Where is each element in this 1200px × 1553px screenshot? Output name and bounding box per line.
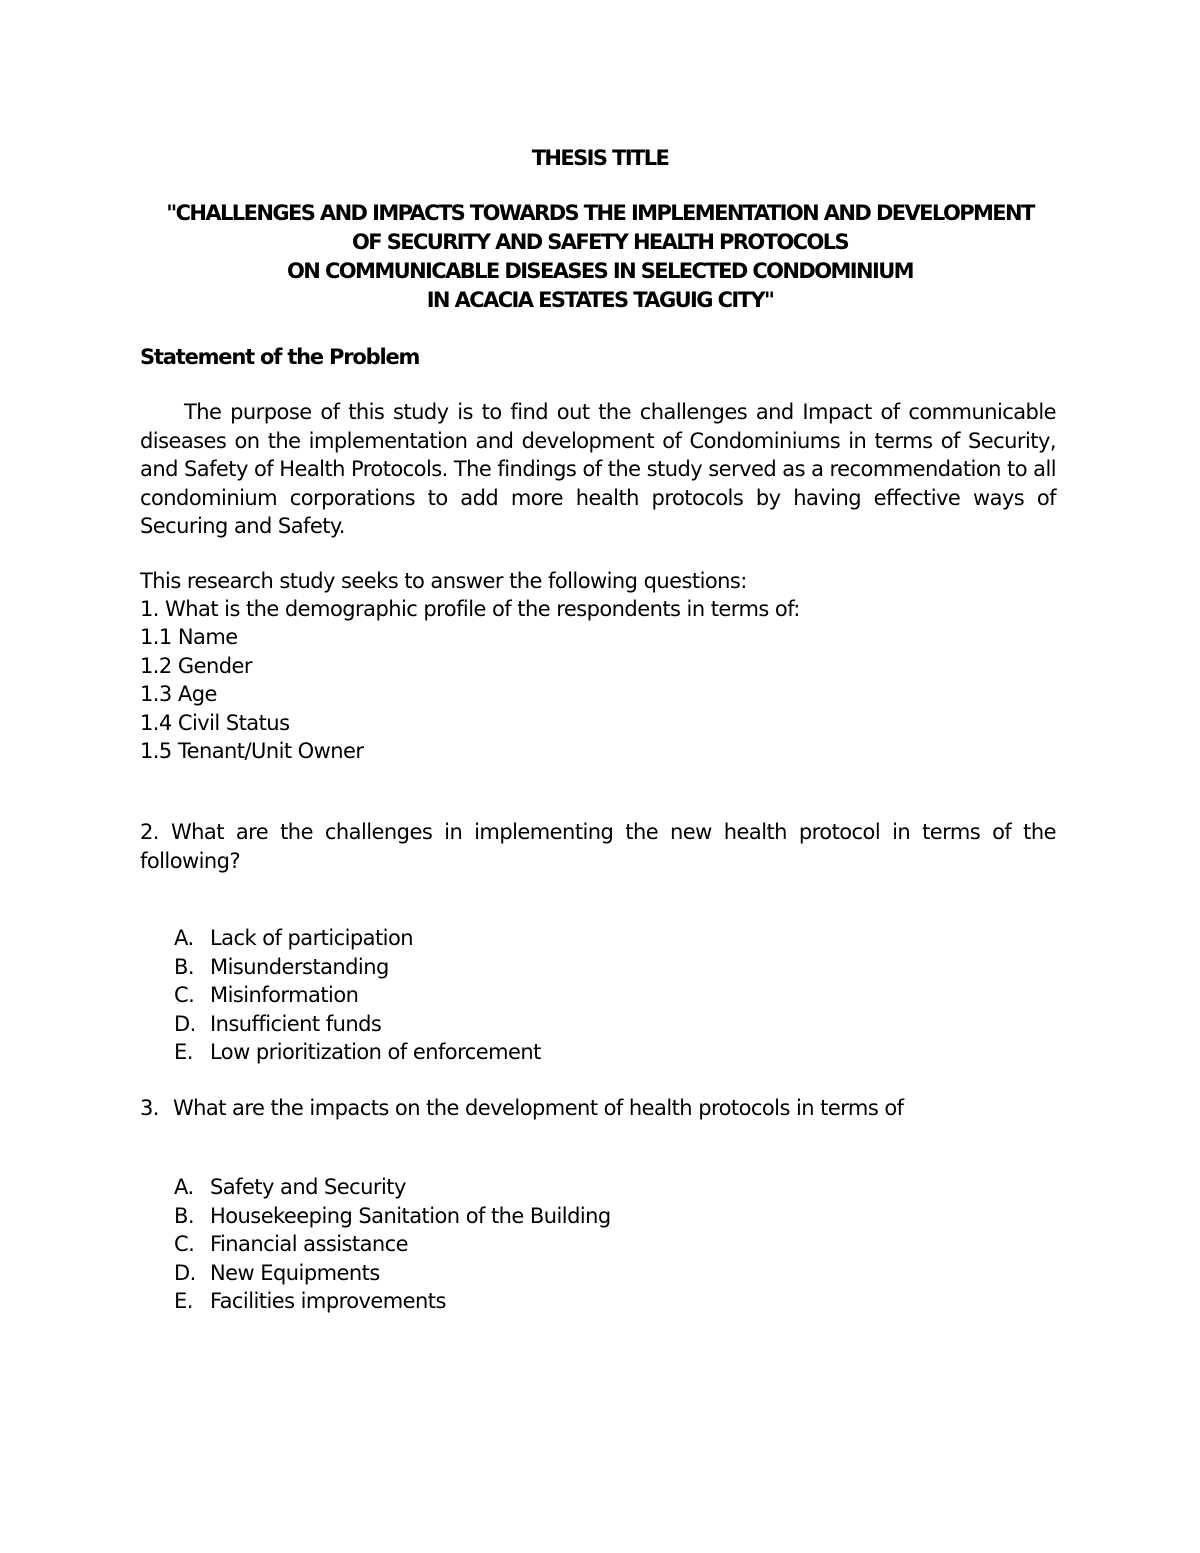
list-item bbox=[174, 1010, 541, 1039]
list-item bbox=[174, 1259, 611, 1288]
question-2 bbox=[140, 818, 1056, 875]
list-item bbox=[174, 1287, 611, 1316]
question-3-options bbox=[174, 1173, 611, 1316]
question-1-text: 1. What is the demographic profile of the respondents in terms of: bbox=[140, 597, 800, 621]
list-marker: A. bbox=[174, 1175, 194, 1199]
list-marker: E. bbox=[174, 1040, 193, 1064]
question-3 bbox=[140, 1094, 1056, 1123]
list-item: 1.5 Tenant/Unit Owner bbox=[140, 739, 364, 764]
list-marker: B. bbox=[174, 954, 194, 979]
list-item-text: Insufficient funds bbox=[210, 1011, 382, 1036]
list-item: 1.2 Gender bbox=[140, 653, 252, 678]
list-item bbox=[174, 981, 541, 1010]
list-item bbox=[174, 924, 541, 953]
title-line: ON COMMUNICABLE DISEASES IN SELECTED CONDOMINIUM bbox=[287, 259, 913, 283]
question-3-text: What are the impacts on the development of health protocols in terms of bbox=[172, 1096, 904, 1120]
list-item-text: Low prioritization of enforcement bbox=[210, 1040, 541, 1064]
purpose-paragraph: The purpose of this study is to find out the challenges and Impact of communicable diseases on the implementation and development of Condominiums in terms of Security, and Safety of Health Protocols. The findings of the study served as a recommendation to all condominium corporations to add more health protocols by having effective ways of Securing and Safety. bbox=[140, 400, 1057, 538]
list-marker: A. bbox=[174, 926, 194, 950]
list-item bbox=[174, 1173, 611, 1202]
title-line: OF SECURITY AND SAFETY HEALTH PROTOCOLS bbox=[352, 230, 848, 254]
question-1 bbox=[140, 595, 800, 765]
title-line: "CHALLENGES AND IMPACTS TOWARDS THE IMPLEMENTATION AND DEVELOPMENT bbox=[166, 201, 1034, 225]
list-item-text: Lack of participation bbox=[210, 926, 414, 950]
list-item bbox=[174, 1038, 541, 1067]
list-marker: C. bbox=[174, 983, 195, 1007]
list-item: 1.3 Age bbox=[140, 682, 217, 707]
list-marker: C. bbox=[174, 1232, 195, 1256]
list-item-text: Misinformation bbox=[210, 983, 359, 1007]
list-marker: E. bbox=[174, 1289, 193, 1313]
list-item: 1.1 Name bbox=[140, 625, 238, 650]
list-item bbox=[174, 1230, 611, 1259]
list-marker: B. bbox=[174, 1203, 194, 1228]
list-item-text: Facilities improvements bbox=[210, 1289, 446, 1313]
list-item-text: Financial assistance bbox=[210, 1232, 409, 1256]
list-item: 1.4 Civil Status bbox=[140, 710, 290, 735]
list-item-text: New Equipments bbox=[210, 1260, 380, 1285]
questions-intro: This research study seeks to answer the following questions: bbox=[140, 569, 747, 593]
thesis-title bbox=[100, 199, 1100, 315]
list-item-text: Safety and Security bbox=[210, 1175, 406, 1199]
question-2-options bbox=[174, 924, 541, 1067]
list-item bbox=[174, 1202, 611, 1231]
list-item-text: Housekeeping Sanitation of the Building bbox=[210, 1203, 611, 1228]
question-3-number: 3. bbox=[140, 1096, 159, 1120]
list-item bbox=[174, 953, 541, 982]
section-heading: Statement of the Problem bbox=[140, 345, 420, 369]
question-2-number: 2. bbox=[140, 820, 159, 844]
list-item-text: Misunderstanding bbox=[210, 954, 389, 979]
thesis-label: THESIS TITLE bbox=[531, 146, 669, 170]
title-line: IN ACACIA ESTATES TAGUIG CITY" bbox=[426, 288, 774, 312]
question-2-text: What are the challenges in implementing the new health protocol in terms of the following? bbox=[140, 820, 1056, 873]
list-marker: D. bbox=[174, 1260, 196, 1285]
list-marker: D. bbox=[174, 1011, 196, 1036]
